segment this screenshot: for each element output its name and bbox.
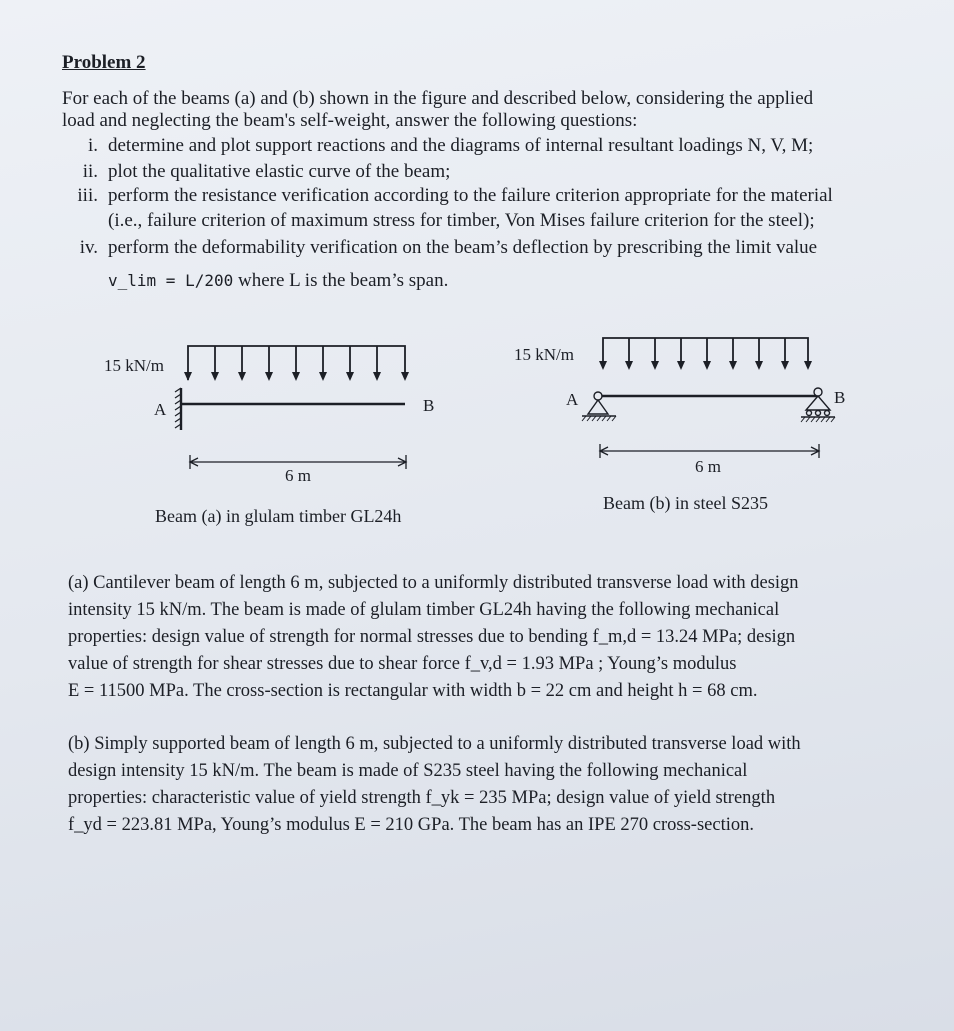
desc-b-line-1: (b) Simply supported beam of length 6 m, subjected to a uniformly distributed transverse load with <box>68 734 801 754</box>
fig-a-support-label: A <box>154 400 167 419</box>
item-number: iii. <box>77 185 98 206</box>
item-text: plot the qualitative elastic curve of the beam; <box>108 161 451 182</box>
fig-a-load-label: 15 kN/m <box>104 356 164 375</box>
fig-b-load-label: 15 kN/m <box>514 345 574 364</box>
item-text: (i.e., failure criterion of maximum stress for timber, Von Mises failure criterion for the steel); <box>108 210 815 231</box>
item-number: i. <box>87 135 98 156</box>
item-number: ii. <box>82 161 98 182</box>
fig-b-span-dimension <box>600 444 819 458</box>
problem-title: Problem 2 <box>62 52 146 73</box>
fig-b-roller-support <box>801 388 835 422</box>
intro-line-1: For each of the beams (a) and (b) shown in the figure and described below, considering the applied <box>62 88 814 109</box>
fig-b-support-right-label: B <box>834 388 846 407</box>
desc-a-line-2: intensity 15 kN/m. The beam is made of glulam timber GL24h having the following mechanical <box>68 600 780 620</box>
item-text: perform the deformability verification on the beam’s deflection by prescribing the limit value <box>108 237 818 258</box>
limit-formula: v_lim = L/200 <box>108 271 234 290</box>
desc-a-line-4: value of strength for shear stresses due to shear force f_v,d = 1.93 MPa ; Young’s modulus <box>68 654 737 674</box>
limit-tail: where L is the beam’s span. <box>237 270 449 291</box>
fig-b-span-label: 6 m <box>695 457 721 476</box>
item-text: determine and plot support reactions and the diagrams of internal resultant loadings N, V, M; <box>108 135 814 156</box>
desc-a-line-1: (a) Cantilever beam of length 6 m, subjected to a uniformly distributed transverse load with design <box>68 573 799 593</box>
fig-a-span-label: 6 m <box>285 466 311 485</box>
intro-line-2: load and neglecting the beam's self-weight, answer the following questions: <box>62 110 638 131</box>
fig-b-support-left-label: A <box>566 390 579 409</box>
desc-b-line-2: design intensity 15 kN/m. The beam is made of S235 steel having the following mechanical <box>68 761 748 781</box>
item-number: iv. <box>79 237 98 258</box>
desc-b-line-3: properties: characteristic value of yield strength f_yk = 235 MPa; design value of yield strength <box>68 788 776 808</box>
fig-a-end-label: B <box>423 396 435 415</box>
desc-a-line-3: properties: design value of strength for normal stresses due to bending f_m,d = 13.24 MPa; design <box>68 627 796 647</box>
fig-b-caption: Beam (b) in steel S235 <box>603 493 768 513</box>
item-text: perform the resistance verification according to the failure criterion appropriate for the material <box>108 185 833 206</box>
fig-a-caption: Beam (a) in glulam timber GL24h <box>155 506 402 526</box>
desc-b-line-4: f_yd = 223.81 MPa, Young’s modulus E = 210 GPa. The beam has an IPE 270 cross-section. <box>68 815 754 835</box>
desc-a-line-5: E = 11500 MPa. The cross-section is rectangular with width b = 22 cm and height h = 68 cm. <box>68 681 758 701</box>
fig-b-distributed-load <box>599 338 812 370</box>
